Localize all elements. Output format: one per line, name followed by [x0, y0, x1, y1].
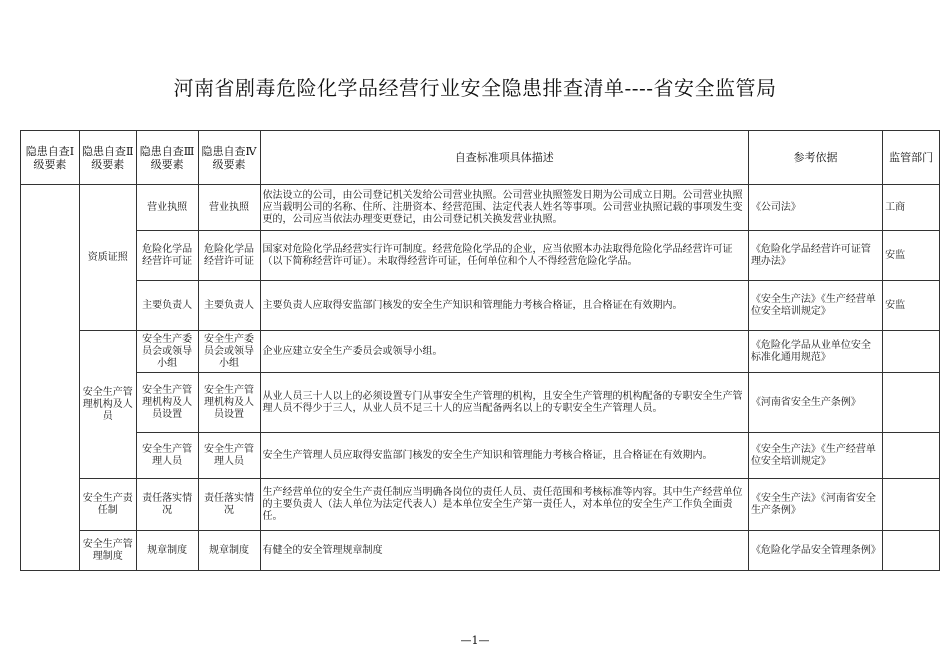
- department-cell: [883, 433, 940, 479]
- description-cell: 国家对危险化学品经营实行许可制度。经营危险化学品的企业，应当依照本办法取得危险化学品经营许可证（以下简称经营许可证）。未取得经营许可证，任何单位和个人不得经营危险化学品。: [260, 231, 748, 281]
- description-cell: 从业人员三十人以上的必须设置专门从事安全生产管理的机构，且安全生产管理的机构配备的专职安全生产管理人员不得少于三人，从业人员不足三十人的应当配备两名以上的专职安全生产管理人员。: [260, 373, 748, 433]
- department-cell: [883, 373, 940, 433]
- level4-cell: 安全生产委员会或领导小组: [198, 331, 260, 373]
- level2-cell: 安全生产管理机构及人员: [79, 331, 136, 479]
- reference-cell: 《公司法》: [748, 185, 882, 231]
- header-level1: 隐患自查Ⅰ级要素: [21, 131, 80, 185]
- description-cell: 依法设立的公司，由公司登记机关发给公司营业执照。公司营业执照签发日期为公司成立日期。公司营业执照应当载明公司的名称、住所、注册资本、经营范围、法定代表人姓名等事项。公司营业执照记载的事项发生变更的，公司应当依法办理变更登记，由公司登记机关换发营业执照。: [260, 185, 748, 231]
- reference-cell: 《安全生产法》《生产经营单位安全培训规定》: [748, 281, 882, 331]
- level4-cell: 主要负责人: [198, 281, 260, 331]
- level3-cell: 安全生产管理人员: [136, 433, 198, 479]
- level1-cell: [21, 185, 80, 571]
- header-department: 监管部门: [883, 131, 940, 185]
- reference-cell: 《安全生产法》《生产经营单位安全培训规定》: [748, 433, 882, 479]
- table-row: [21, 373, 940, 433]
- page-title: 河南省剧毒危险化学品经营行业安全隐患排查清单----省安全监管局: [173, 76, 777, 100]
- reference-cell: 《河南省安全生产条例》: [748, 373, 882, 433]
- level4-cell: 安全生产管理人员: [198, 433, 260, 479]
- header-level4: 隐患自查Ⅳ级要素: [198, 131, 260, 185]
- level3-cell: 安全生产管理机构及人员设置: [136, 373, 198, 433]
- level3-cell: 主要负责人: [136, 281, 198, 331]
- header-row: [21, 131, 940, 185]
- department-cell: 工商: [883, 185, 940, 231]
- level2-cell: 安全生产管理制度: [79, 531, 136, 571]
- level3-cell: 规章制度: [136, 531, 198, 571]
- level3-cell: 责任落实情况: [136, 479, 198, 531]
- description-cell: 企业应建立安全生产委员会或领导小组。: [260, 331, 748, 373]
- checklist-table: [20, 130, 940, 571]
- level4-cell: 责任落实情况: [198, 479, 260, 531]
- table-row: [21, 479, 940, 531]
- description-cell: 安全生产管理人员应取得安监部门核发的安全生产知识和管理能力考核合格证，且合格证在有效期内。: [260, 433, 748, 479]
- department-cell: [883, 331, 940, 373]
- header-level3: 隐患自查Ⅲ级要素: [136, 131, 198, 185]
- level4-cell: 危险化学品经营许可证: [198, 231, 260, 281]
- description-cell: 主要负责人应取得安监部门核发的安全生产知识和管理能力考核合格证，且合格证在有效期内。: [260, 281, 748, 331]
- reference-cell: 《危险化学品从业单位安全标准化通用规范》: [748, 331, 882, 373]
- table-row: [21, 281, 940, 331]
- reference-cell: 《危险化学品安全管理条例》: [748, 531, 882, 571]
- level3-cell: 危险化学品经营许可证: [136, 231, 198, 281]
- description-cell: 有健全的安全管理规章制度: [260, 531, 748, 571]
- table-row: [21, 531, 940, 571]
- department-cell: [883, 479, 940, 531]
- header-level2: 隐患自查Ⅱ级要素: [79, 131, 136, 185]
- department-cell: 安监: [883, 281, 940, 331]
- table-row: [21, 231, 940, 281]
- table-row: [21, 433, 940, 479]
- level3-cell: 营业执照: [136, 185, 198, 231]
- reference-cell: 《危险化学品经营许可证管理办法》: [748, 231, 882, 281]
- level2-cell: 安全生产责任制: [79, 479, 136, 531]
- level4-cell: 规章制度: [198, 531, 260, 571]
- table-row: [21, 185, 940, 231]
- department-cell: 安监: [883, 231, 940, 281]
- level3-cell: 安全生产委员会或领导小组: [136, 331, 198, 373]
- header-description: 自查标准项具体描述: [260, 131, 748, 185]
- level4-cell: 安全生产管理机构及人员设置: [198, 373, 260, 433]
- department-cell: [883, 531, 940, 571]
- reference-cell: 《安全生产法》《河南省安全生产条例》: [748, 479, 882, 531]
- header-reference: 参考依据: [748, 131, 882, 185]
- level2-cell: 资质证照: [79, 185, 136, 331]
- table-row: [21, 331, 940, 373]
- description-cell: 生产经营单位的安全生产责任制应当明确各岗位的责任人员、责任范围和考核标准等内容。其中生产经营单位的主要负责人（法人单位为法定代表人）是本单位安全生产第一责任人，对本单位的安全生产工作负全面责任。: [260, 479, 748, 531]
- level4-cell: 营业执照: [198, 185, 260, 231]
- page-number: —1—: [460, 634, 490, 647]
